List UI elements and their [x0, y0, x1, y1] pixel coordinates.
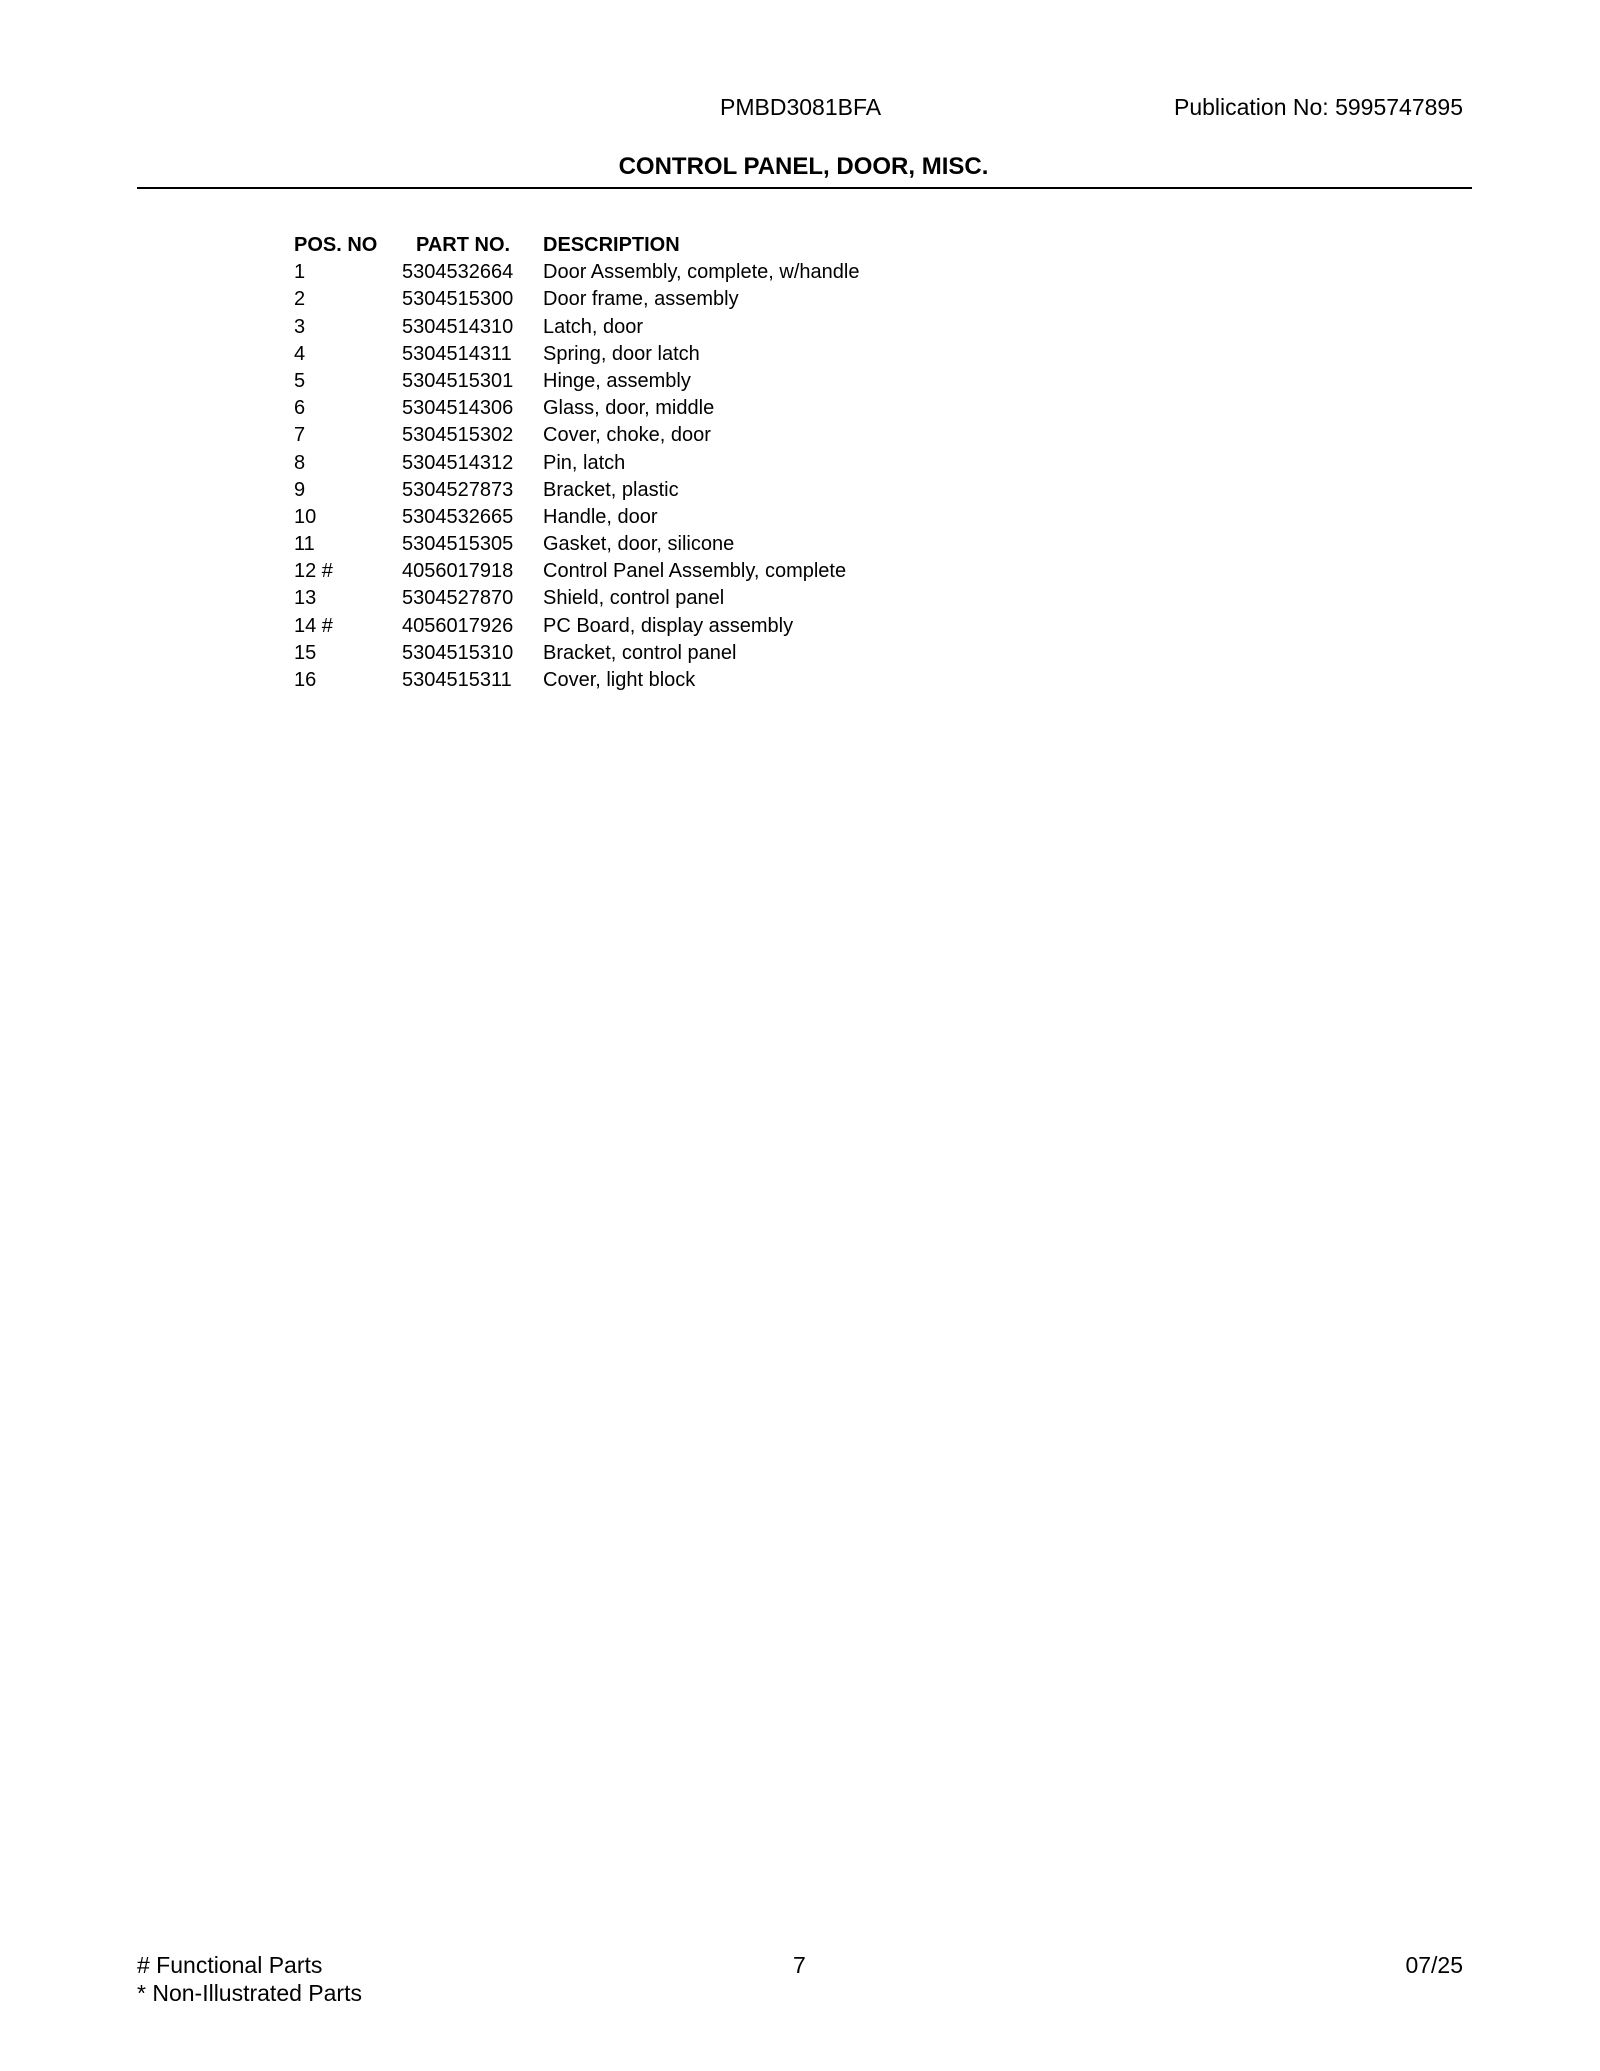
row-pos-no: 4 — [294, 342, 306, 365]
table-row — [294, 422, 1043, 449]
row-part-no: 5304514311 — [402, 342, 512, 365]
row-description: Shield, control panel — [543, 587, 725, 610]
table-row — [294, 585, 1043, 612]
row-part-no: 5304532664 — [402, 261, 514, 284]
row-pos-no: 5 — [294, 369, 306, 392]
row-description: PC Board, display assembly — [543, 614, 794, 637]
table-row — [294, 477, 1043, 504]
row-description: Spring, door latch — [543, 342, 700, 365]
row-part-no: 5304515302 — [402, 424, 514, 447]
row-description: Gasket, door, silicone — [543, 533, 735, 556]
page-number: 7 — [793, 1952, 806, 1978]
row-description: Bracket, plastic — [543, 478, 679, 501]
table-row — [294, 395, 1043, 422]
table-header-row — [294, 232, 1043, 259]
row-part-no: 4056017926 — [402, 614, 514, 637]
publication-number: Publication No: 5995747895 — [1173, 94, 1463, 120]
row-part-no: 5304514310 — [402, 315, 514, 338]
row-part-no: 5304515300 — [402, 288, 514, 311]
row-description: Pin, latch — [543, 451, 626, 474]
legend-functional-parts: # Functional Parts — [137, 1952, 323, 1978]
row-pos-no: 1 — [294, 261, 306, 284]
row-part-no: 5304514306 — [402, 397, 514, 420]
row-pos-no: 16 — [294, 669, 317, 691]
row-pos-no: 11 — [294, 533, 315, 556]
row-part-no: 5304515305 — [402, 533, 514, 556]
row-description: Glass, door, middle — [543, 397, 715, 420]
row-pos-no: 8 — [294, 451, 306, 474]
row-pos-no: 7 — [294, 424, 306, 447]
title-divider — [137, 187, 1472, 189]
row-pos-no: 15 — [294, 641, 317, 664]
row-part-no: 5304515311 — [402, 669, 512, 691]
row-description: Latch, door — [543, 315, 644, 338]
row-description: Control Panel Assembly, complete — [543, 560, 847, 583]
table-row — [294, 667, 1043, 694]
row-pos-no: 12 # — [294, 560, 333, 583]
row-description: Hinge, assembly — [543, 369, 691, 392]
table-row — [294, 341, 1043, 368]
row-description: Handle, door — [543, 505, 658, 528]
row-part-no: 4056017918 — [402, 560, 514, 583]
row-pos-no: 10 — [294, 505, 317, 528]
legend-non-illustrated-parts: * Non-Illustrated Parts — [137, 1980, 362, 2006]
table-row — [294, 613, 1043, 640]
table-row — [294, 259, 1043, 286]
row-part-no: 5304515310 — [402, 641, 514, 664]
row-part-no: 5304515301 — [402, 369, 514, 392]
row-description: Door frame, assembly — [543, 288, 739, 311]
row-pos-no: 2 — [294, 288, 306, 311]
table-row — [294, 368, 1043, 395]
table-row — [294, 504, 1043, 531]
table-row — [294, 558, 1043, 585]
revision-date: 07/25 — [1405, 1952, 1463, 1978]
row-part-no: 5304527870 — [402, 587, 514, 610]
row-part-no: 5304514312 — [402, 451, 514, 474]
footer-legend — [137, 1951, 362, 2007]
row-description: Cover, light block — [543, 669, 696, 691]
row-description: Cover, choke, door — [543, 424, 711, 447]
row-part-no: 5304527873 — [402, 478, 514, 501]
row-description: Bracket, control panel — [543, 641, 737, 664]
parts-table — [294, 232, 1043, 694]
row-part-no: 5304532665 — [402, 505, 514, 528]
row-pos-no: 14 # — [294, 614, 333, 637]
header-description: DESCRIPTION — [543, 234, 680, 256]
table-row — [294, 286, 1043, 313]
table-row — [294, 640, 1043, 667]
row-pos-no: 13 — [294, 587, 317, 610]
section-title: CONTROL PANEL, DOOR, MISC. — [618, 153, 989, 180]
row-pos-no: 9 — [294, 478, 306, 501]
row-pos-no: 3 — [294, 315, 306, 338]
table-body — [294, 259, 1043, 694]
table-row — [294, 531, 1043, 558]
table-row — [294, 450, 1043, 477]
table-row — [294, 314, 1043, 341]
row-pos-no: 6 — [294, 397, 306, 420]
header-pos-no: POS. NO — [294, 234, 378, 256]
header-part-no: PART NO. — [416, 234, 511, 256]
model-number: PMBD3081BFA — [720, 94, 882, 120]
row-description: Door Assembly, complete, w/handle — [543, 261, 860, 284]
